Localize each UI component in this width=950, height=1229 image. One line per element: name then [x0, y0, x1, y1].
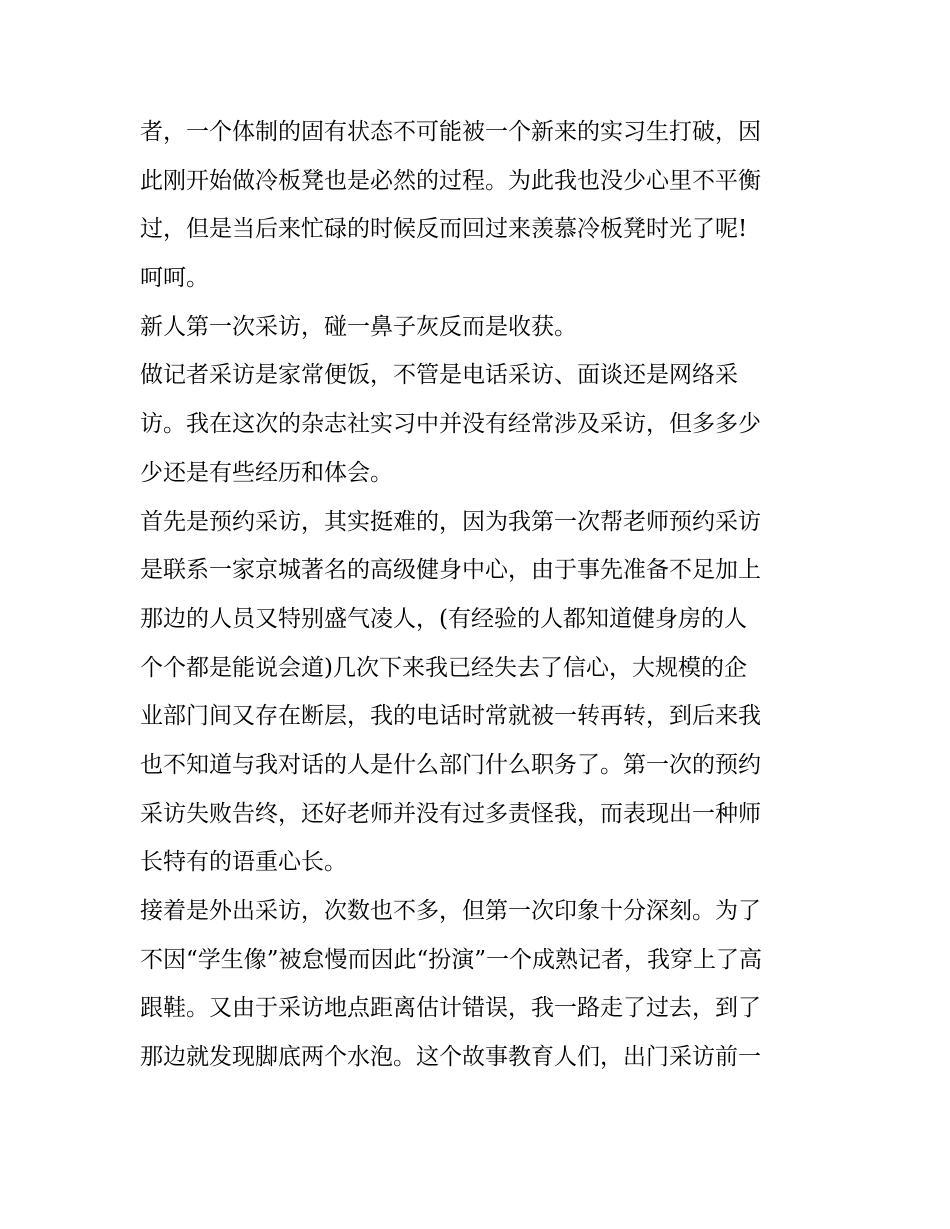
text-line: 过，但是当后来忙碌的时候反而回过来羡慕冷板凳时光了呢!	[140, 216, 748, 243]
text-line: 少还是有些经历和体会。	[140, 459, 393, 486]
document-body	[140, 108, 830, 1082]
text-line: 长特有的语重心长。	[140, 849, 347, 876]
text-line: 访。我在这次的杂志社实习中并没有经常涉及采访，但多多少	[140, 411, 761, 438]
text-line: 采访失败告终，还好老师并没有过多责怪我，而表现出一种师	[140, 800, 761, 827]
text-line: 那边就发现脚底两个水泡。这个故事教育人们，出门采访前一	[140, 1044, 761, 1071]
text-line: 是联系一家京城著名的高级健身中心，由于事先准备不足加上	[140, 557, 761, 584]
text-line: 此刚开始做冷板凳也是必然的过程。为此我也没少心里不平衡	[140, 167, 761, 194]
text-line: 业部门间又存在断层，我的电话时常就被一转再转，到后来我	[140, 703, 761, 730]
text-line: 跟鞋。又由于采访地点距离估计错误，我一路走了过去，到了	[140, 995, 761, 1022]
text-line: 首先是预约采访，其实挺难的，因为我第一次帮老师预约采访	[140, 508, 761, 535]
text-line: 做记者采访是家常便饭，不管是电话采访、面谈还是网络采	[140, 362, 738, 389]
text-line: 新人第一次采访，碰一鼻子灰反而是收获。	[140, 313, 577, 340]
text-line: 个个都是能说会道)几次下来我已经失去了信心，大规模的企	[140, 654, 747, 681]
text-line: 也不知道与我对话的人是什么部门什么职务了。第一次的预约	[140, 751, 761, 778]
text-line: 那边的人员又特别盛气凌人，(有经验的人都知道健身房的人	[140, 605, 747, 632]
text-line: 呵呵。	[140, 265, 209, 292]
text-line: 不因“学生像”被怠慢而因此“扮演”一个成熟记者，我穿上了高	[140, 946, 763, 973]
text-line: 接着是外出采访，次数也不多，但第一次印象十分深刻。为了	[140, 898, 761, 924]
text-line: 者，一个体制的固有状态不可能被一个新来的实习生打破，因	[140, 119, 761, 145]
